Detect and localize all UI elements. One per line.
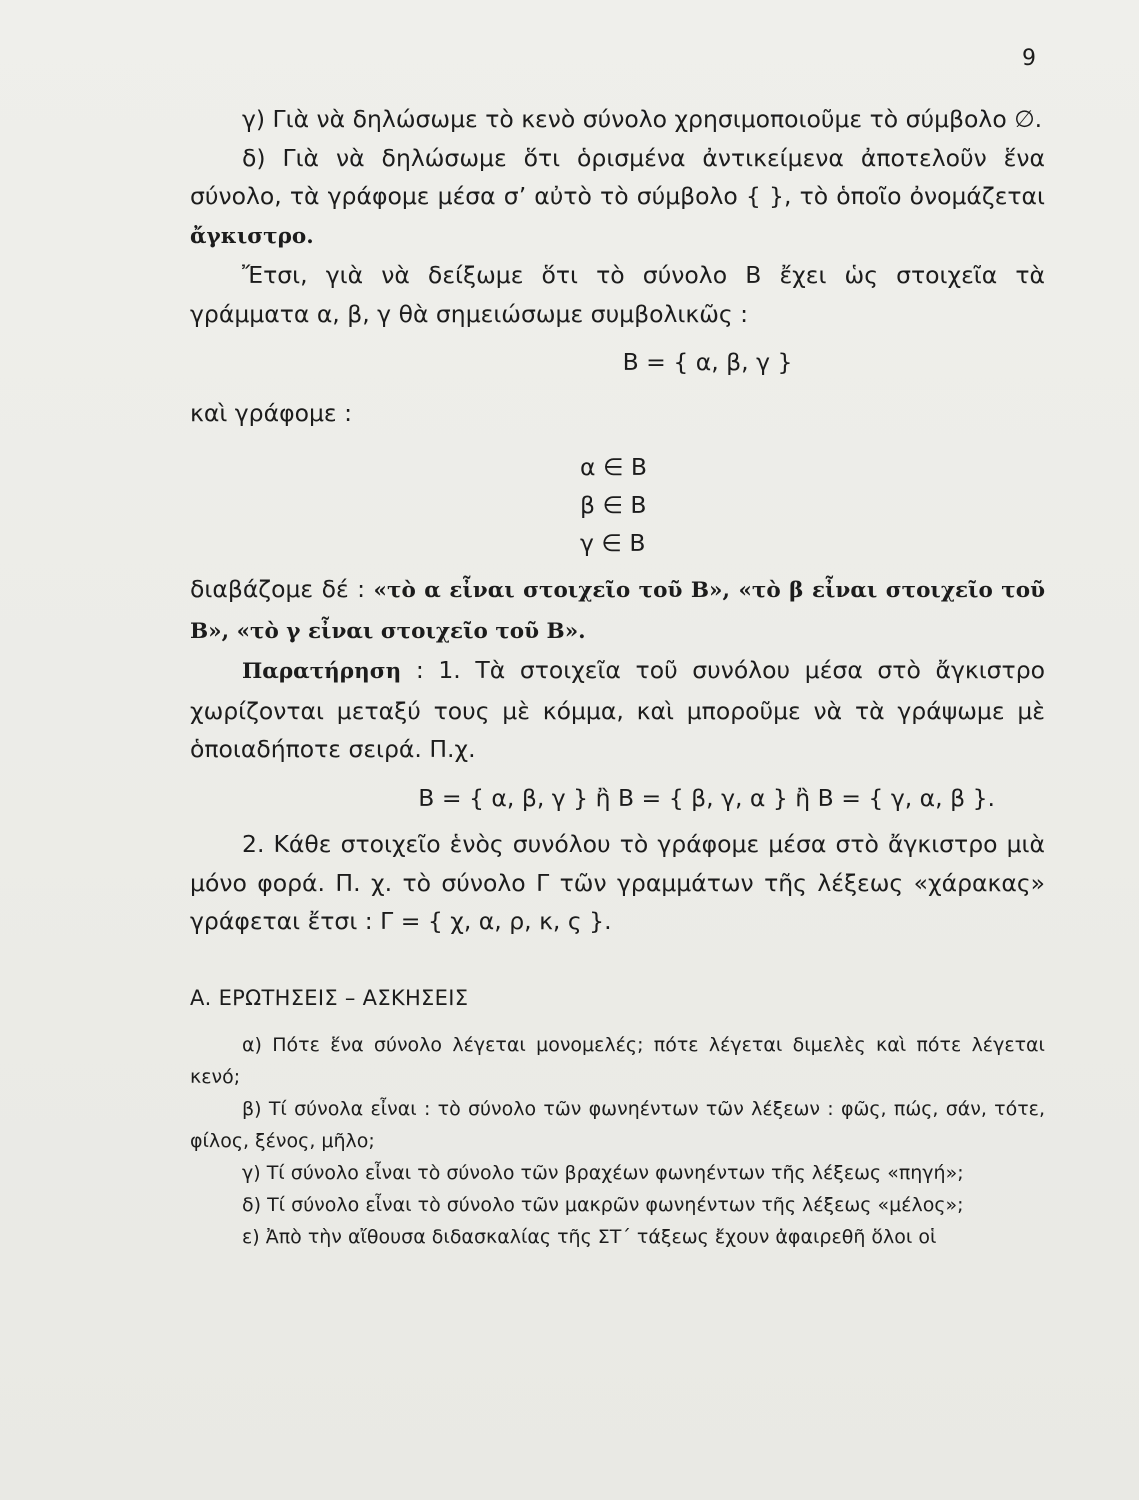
page-number: 9 — [1022, 46, 1036, 71]
note-1-text: : 1. Τὰ στοιχεῖα τοῦ συνόλου μέσα στὸ ἄγκιστρο χωρίζονται μεταξύ τους μὲ κόμμα, καὶ μποροῦμε νὰ τὰ γράψωμε μὲ ὁποιαδήποτε σειρά. Π.χ. — [190, 656, 1045, 763]
reading-bold: «τὸ α εἶναι στοιχεῖο τοῦ Β», «τὸ β εἶναι στοιχεῖο τοῦ Β», «τὸ γ εἶναι στοιχεῖο τοῦ Β». — [190, 578, 1046, 644]
question-item: ε) Ἀπὸ τὴν αἴθουσα διδασκαλίας τῆς ΣΤ΄ τάξεως ἔχουν ἀφαιρεθῆ ὅλοι οἱ — [242, 1226, 937, 1248]
section-heading: Α. ΕΡΩΤΗΣΕΙΣ – ΑΣΚΗΣΕΙΣ — [190, 985, 469, 1010]
reading-prefix: διαβάζομε δέ : — [190, 575, 374, 603]
membership-alpha: α ∈ Β — [580, 453, 648, 481]
paragraph-kai-grafome: καὶ γράφομε : — [190, 398, 352, 427]
question-item: δ) Τί σύνολο εἶναι τὸ σύνολο τῶν μακρῶν φωνηέντων τῆς λέξεως «μέλος»; — [242, 1194, 964, 1216]
braces-text: δ) Γιὰ νὰ δηλώσωμε ὅτι ὁρισμένα ἀντικείμενα ἀποτελοῦν ἕνα σύνολο, τὰ γράφομε μέσα σ’ αὐτὸ τὸ σύμβολο { }, τὸ ὁποῖο ὀνομάζεται — [190, 143, 1045, 210]
paragraph-example: Ἔτσι, γιὰ νὰ δείξωμε ὅτι τὸ σύνολο Β ἔχει ὡς στοιχεῖα τὰ γράμματα α, β, γ θὰ σημειώσωμε συμβολικῶς : — [190, 261, 1045, 328]
question-item: β) Τί σύνολα εἶναι : τὸ σύνολο τῶν φωνηέντων τῶν λέξεων : φῶς, πώς, σάν, τότε, φίλος, ξένος, μῆλο; — [190, 1098, 1045, 1152]
membership-list — [190, 448, 1045, 562]
note-label: Παρατήρηση — [242, 659, 402, 684]
paragraph-note-1 — [190, 651, 1045, 769]
page-content — [190, 100, 1045, 1253]
questions-list — [190, 1029, 1045, 1253]
membership-gamma: γ ∈ Β — [580, 529, 646, 557]
paragraph-reading — [190, 570, 1045, 651]
equal-sets-example: Β = { α, β, γ } ἢ Β = { β, γ, α } ἢ Β = { γ, α, β }. — [418, 783, 995, 812]
paragraph-note-2: 2. Κάθε στοιχεῖο ἑνὸς συνόλου τὸ γράφομε μέσα στὸ ἄγκιστρο μιὰ μόνο φορά. Π. χ. τὸ σύνολο Γ τῶν γραμμάτων τῆς λέξεως «χάρακας» γράφεται ἔτσι : Γ = { χ, α, ρ, κ, ς }. — [190, 830, 1045, 935]
paragraph-empty-set: γ) Γιὰ νὰ δηλώσωμε τὸ κενὸ σύνολο χρησιμοποιοῦμε τὸ σύμβολο ∅. — [242, 105, 1043, 133]
question-item: α) Πότε ἕνα σύνολο λέγεται μονομελές; πότε λέγεται διμελὲς καὶ πότε λέγεται κενό; — [190, 1034, 1045, 1088]
membership-beta: β ∈ Β — [580, 491, 647, 519]
paragraph-braces — [190, 139, 1045, 257]
question-item: γ) Τί σύνολο εἶναι τὸ σύνολο τῶν βραχέων φωνηέντων τῆς λέξεως «πηγή»; — [242, 1162, 964, 1184]
term-agkistro: ἄγκιστρο. — [190, 223, 314, 249]
set-b-definition: Β = { α, β, γ } — [622, 348, 793, 376]
